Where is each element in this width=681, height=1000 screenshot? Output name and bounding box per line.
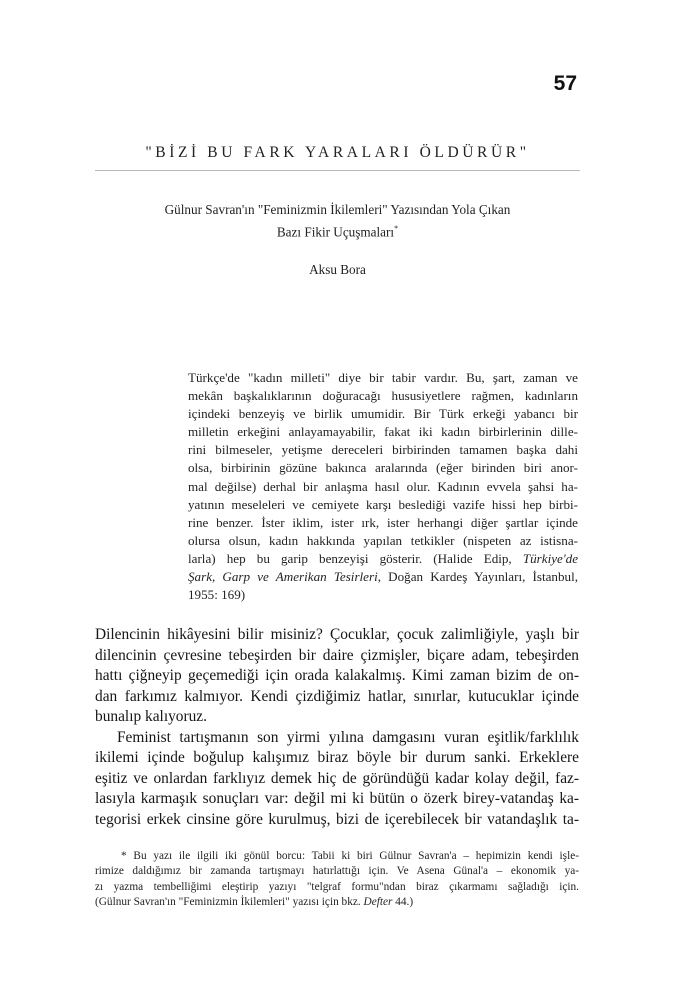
epigraph-line-text: larla) hep bu garip benzeyişi gösterir. (Halide Edip, (188, 550, 512, 566)
epigraph-line: 1955: 169) (188, 587, 246, 603)
epigraph-quote (188, 369, 578, 604)
body-line: tegorisi erkek cinsine göre kurulmuş, bizi de içerebilecek bir vatandaşlık ta- (95, 810, 579, 828)
footnote-text: (Gülnur Savran'ın "Feminizmin İkilemleri" yazısı için bkz. (95, 896, 361, 909)
subtitle-line-1: Gülnur Savran'ın "Feminizmin İkilemleri" Yazısından Yola Çıkan (164, 202, 511, 217)
epigraph-line: mal değilse) derhal bir anlaşma hasıl olur. Kadının evvela şahsi ha- (188, 478, 578, 494)
footnote (95, 849, 579, 911)
epigraph-line (188, 568, 578, 586)
epigraph-cite-title: Türkiye'de (522, 550, 578, 566)
epigraph-line: milletin erkeğini anlayamayabilir, fakat iki kadın birbirlerinin dille- (188, 424, 578, 440)
epigraph-line: Türkçe'de "kadın milleti" diye bir tabir vardır. Bu, şart, zaman ve (188, 370, 578, 385)
footnote-line: rimize daldığımız bir zamanda tartışmayı hatırlattığı için. Ve Asena Günal'a – ekonomik ya- (95, 865, 579, 878)
body-text (95, 625, 579, 830)
subtitle-line-2-text: Bazı Fikir Uçuşmaları (276, 224, 395, 240)
article-subtitle (95, 200, 580, 241)
page-number: 57 (553, 72, 577, 95)
subtitle-line-2 (95, 219, 580, 241)
title-rule (95, 170, 580, 171)
epigraph-line (188, 550, 578, 568)
body-line: hattı çiğneyip geçemediği için orada kalakalmış. Kimi zaman bizim de on- (95, 667, 579, 685)
body-line: ikilemi içinde boğulup kalışımız biraz böyle bir durum sanki. Erkeklere (95, 749, 579, 767)
epigraph-cite-title: Şark, Garp ve Amerikan Tesirleri (188, 569, 378, 585)
footnote-line (95, 895, 579, 910)
footnote-marker: * (394, 224, 399, 233)
epigraph-cite-publisher: , Doğan Kardeş Yayınları, İstanbul, (377, 569, 578, 585)
epigraph-line: rini bilmeseler, yetişme dereceleri birbirinden tamamen başka dahi (188, 442, 578, 458)
article-title: "BİZİ BU FARK YARALARI ÖLDÜRÜR" (145, 144, 530, 161)
body-line: lasıyla karmaşık sonuçları var: değil mi ki bütün o özerk birey-vatandaş ka- (95, 790, 579, 808)
author-name: Aksu Bora (309, 262, 366, 277)
epigraph-line: mekân başkalıklarının doğuracağı hususiyetlere rağmen, kadınların (188, 388, 578, 404)
body-line: bunalıp kalıyoruz. (95, 708, 207, 726)
epigraph-line: yatının meseleleri ve cemiyete karşı beslediği vazife hissi hep birbi- (188, 496, 578, 512)
footnote-journal: Defter (363, 896, 393, 909)
body-line: Dilencinin hikâyesini bilir misiniz? Çocuklar, çocuk zalimliğiyle, yaşlı bir (95, 626, 579, 643)
body-line: dan farkımız kalmıyor. Kendi çizdiğimiz hatlar, sınırlar, kutucuklar içinde (95, 687, 579, 705)
body-line: dilencinin çevresine tebeşirden bir daire çizmişler, biçare adam, tebeşirden (95, 646, 579, 664)
footnote-issue: 44.) (395, 896, 414, 909)
epigraph-line: içindeki benzeyiş ve birlik umumidir. Bir Türk erkeği yabancı bir (188, 406, 578, 422)
epigraph-line: olursa olsun, kadın hakkında yapılan tetkikler (nispeten az istisna- (188, 532, 578, 548)
epigraph-line: rine benzer. İster iklim, ister ırk, ister herhangi diğer şartlar içinde (188, 514, 578, 530)
epigraph-line: olsa, birbirinin gözüne bakınca aralarında (eğer birinden biri anor- (188, 460, 578, 476)
footnote-line: * Bu yazı ile ilgili iki gönül borcu: Tabii ki biri Gülnur Savran'a – hepimizin kendi işle- (121, 850, 579, 862)
body-line: Feminist tartışmanın son yirmi yılına damgasını vuran eşitlik/farklılık (117, 728, 579, 746)
body-line: eşitiz ve onlardan farklıyız demek hiç de göründüğü kadar kolay değil, faz- (95, 769, 579, 787)
footnote-line: zı yazma tembelliğimi eleştirip yazıyı "telgraf formu"ndan biraz çıkarmamı sağladığı için. (95, 880, 579, 893)
